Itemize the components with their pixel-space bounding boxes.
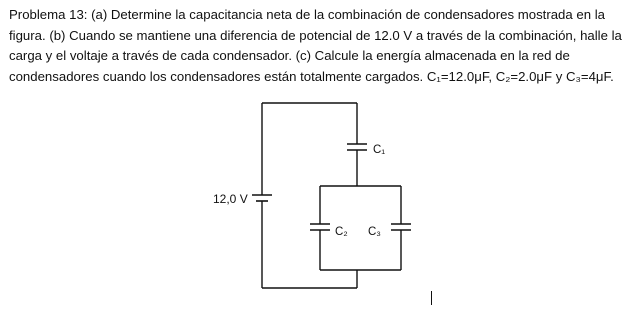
battery-label: 12,0 V bbox=[213, 192, 248, 206]
c1-label: C₁ bbox=[373, 144, 386, 156]
problem-line-3: carga y el voltaje a través de cada condensador. (c) Calcule la energía almacenada en la red de bbox=[9, 48, 570, 63]
c3-label: C₃ bbox=[368, 226, 381, 238]
problem-line-4: condensadores cuando los condensadores están totalmente cargados. C₁=12.0μF, C₂=2.0μF y C₃=4μF. bbox=[9, 68, 614, 84]
problem-line-1: Problema 13: (a) Determine la capacitancia neta de la combinación de condensadores mostrada en la bbox=[9, 7, 605, 22]
capacitor-c2 bbox=[310, 224, 330, 230]
capacitor-c3 bbox=[391, 224, 411, 230]
battery bbox=[252, 195, 272, 201]
text-cursor bbox=[431, 291, 432, 305]
problem-line-2: figura. (b) Cuando se mantiene una diferencia de potencial de 12.0 V a través de la combinación, halle la bbox=[9, 27, 622, 43]
c2-label: C₂ bbox=[335, 226, 348, 238]
capacitor-c1 bbox=[347, 144, 367, 150]
